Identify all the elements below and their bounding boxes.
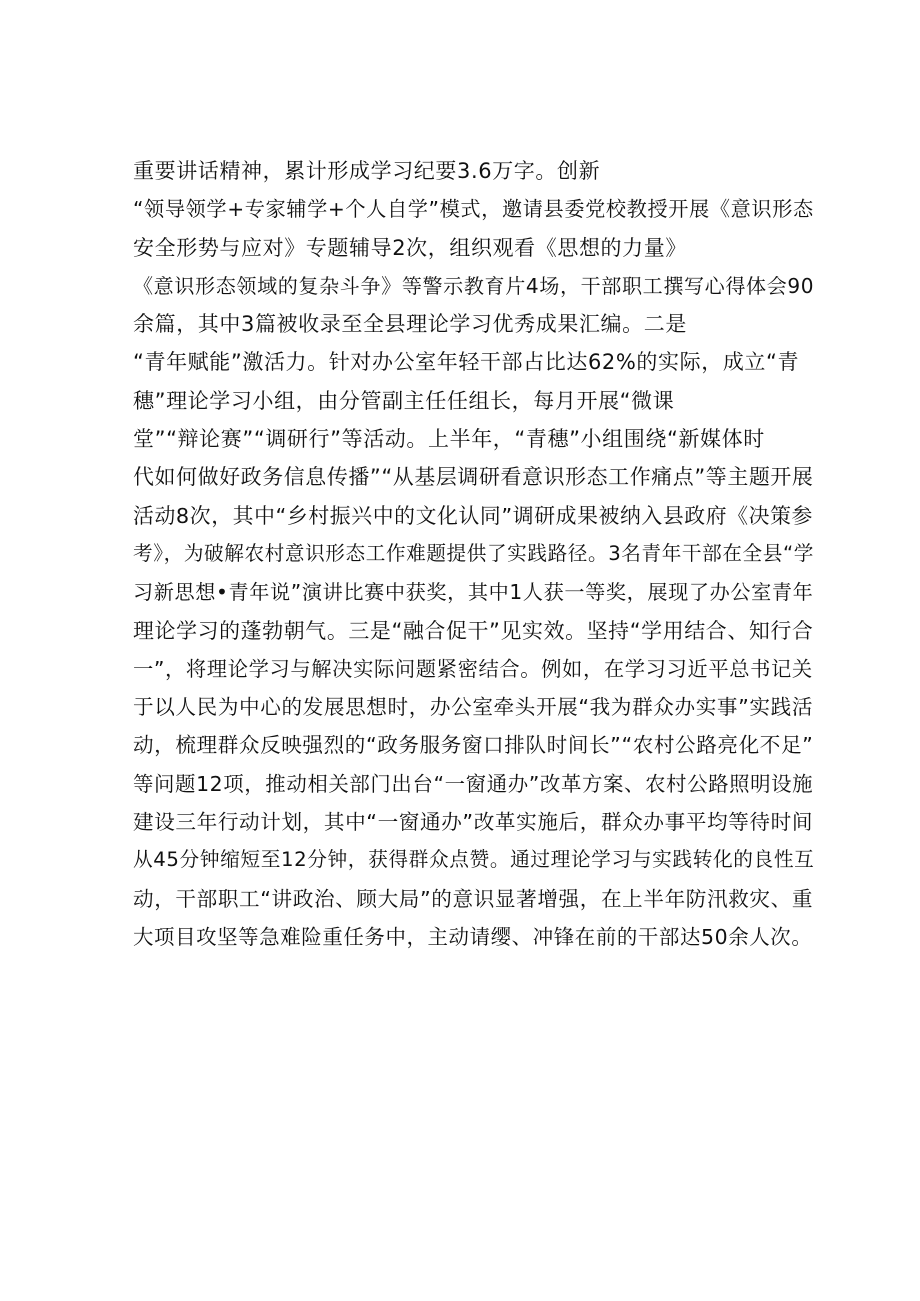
text-line: 一”，将理论学习与解决实际问题紧密结合。例如，在学习习近平总书记关 <box>133 656 813 681</box>
text-line: 于以人民为中心的发展思想时，办公室牵头开展“我为群众办实事”实践活 <box>133 695 814 720</box>
text-line: 从45分钟缩短至12分钟，获得群众点赞。通过理论学习与实践转化的良性互 <box>133 848 815 872</box>
text-line: 大项目攻坚等急难险重任务中，主动请缨、冲锋在前的干部达50余人次。 <box>133 924 813 949</box>
text-line: “青年赋能”激活力。针对办公室年轻干部占比达62%的实际，成立“青 <box>133 350 800 375</box>
text-line: 习新思想•青年说”演讲比赛中获奖，其中1人获一等奖，展现了办公室青年 <box>133 580 814 605</box>
text-line: 理论学习的蓬勃朝气。三是“融合促干”见实效。坚持“学用结合、知行合 <box>133 618 814 643</box>
text-line: 穗”理论学习小组，由分管副主任任组长，每月开展“微课 <box>133 388 675 413</box>
text-line: 堂”“辩论赛”“调研行”等活动。上半年，“青穗”小组围绕“新媒体时 <box>133 427 765 452</box>
text-line: 动，梳理群众反映强烈的“政务服务窗口排队时间长”“农村公路亮化不足” <box>133 733 814 758</box>
text-line: 考》，为破解农村意识形态工作难题提供了实践路径。3名青年干部在全县“学 <box>133 541 814 565</box>
text-line: 余篇，其中3篇被收录至全县理论学习优秀成果汇编。二是 <box>133 312 687 337</box>
text-line: 建设三年行动计划，其中“一窗通办”改革实施后，群众办事平均等待时间 <box>133 810 814 835</box>
text-line: 《意识形态领域的复杂斗争》等警示教育片4场，干部职工撰写心得体会90 <box>133 273 815 298</box>
text-line: 等问题12项，推动相关部门出台“一窗通办”改革方案、农村公路照明设施 <box>133 771 814 796</box>
text-line: 重要讲话精神，累计形成学习纪要3.6万字。创新 <box>133 159 601 183</box>
text-line: 动，干部职工“讲政治、顾大局”的意识显著增强，在上半年防汛救灾、重 <box>133 886 814 911</box>
text-line: 安全形势与应对》专题辅导2次，组织观看《思想的力量》 <box>133 235 687 260</box>
text-line: “领导领学+专家辅学+个人自学”模式，邀请县委党校教授开展《意识形态 <box>133 197 814 222</box>
text-line: 代如何做好政务信息传播”“从基层调研看意识形态工作痛点”等主题开展 <box>133 465 814 490</box>
text-line: 活动8次，其中“乡村振兴中的文化认同”调研成果被纳入县政府《决策参 <box>133 503 813 528</box>
body-text <box>133 152 813 956</box>
